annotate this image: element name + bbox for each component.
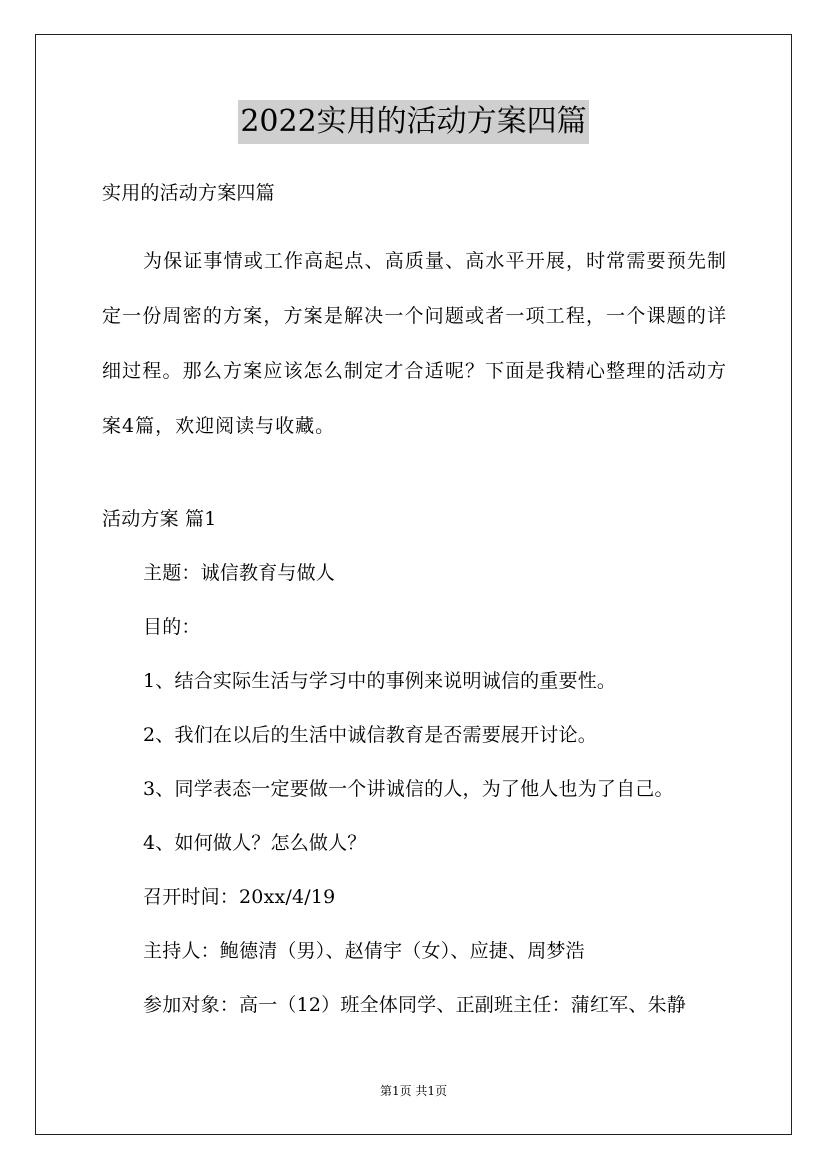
title-container <box>0 100 827 144</box>
purpose-label: 目的： <box>143 616 201 638</box>
purpose-item-1: 1、结合实际生活与学习中的事例来说明诚信的重要性。 <box>143 670 617 692</box>
purpose-item-2: 2、我们在以后的生活中诚信教育是否需要展开讨论。 <box>143 724 597 746</box>
document-title: 2022实用的活动方案四篇 <box>238 100 588 144</box>
document-subtitle: 实用的活动方案四篇 <box>102 182 275 204</box>
meeting-time: 召开时间：20xx/4/19 <box>143 886 336 908</box>
purpose-item-3: 3、同学表态一定要做一个讲诚信的人，为了他人也为了自己。 <box>143 778 674 800</box>
section-heading: 活动方案 篇1 <box>102 508 217 530</box>
purpose-item-4: 4、如何做人？怎么做人？ <box>143 832 367 854</box>
theme-line: 主题：诚信教育与做人 <box>143 562 336 584</box>
participants-line: 参加对象：高一（12）班全体同学、正副班主任：蒲红军、朱静 <box>143 994 686 1016</box>
intro-paragraph: 为保证事情或工作高起点、高质量、高水平开展，时常需要预先制定一份周密的方案，方案是解决一个问题或者一项工程，一个课题的详细过程。那么方案应该怎么制定才合适呢？下面是我精心整理的活动方案4篇，欢迎阅读与收藏。 <box>102 250 727 437</box>
hosts-line: 主持人：鲍德清（男）、赵倩宇（女）、应捷、周梦浩 <box>143 940 585 962</box>
page-footer: 第1页 共1页 <box>379 1084 448 1098</box>
